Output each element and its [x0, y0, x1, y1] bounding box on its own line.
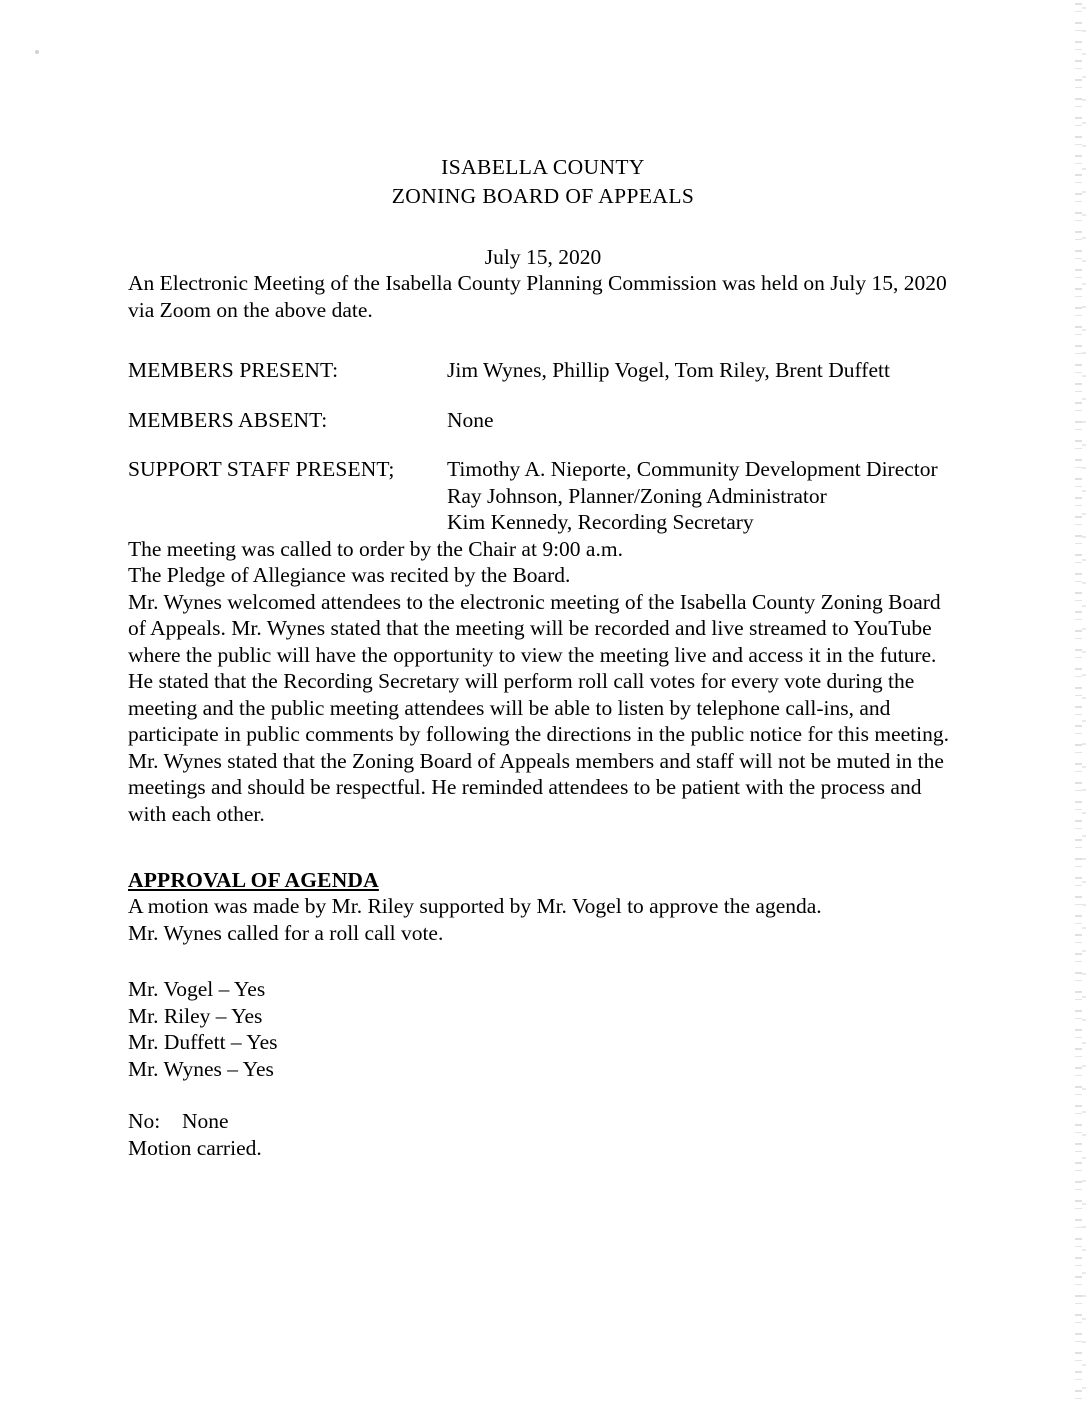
no-votes-value: None: [182, 1109, 229, 1133]
support-staff-list: [447, 456, 938, 536]
attendance-roster: [128, 357, 958, 536]
vote-line: Mr. Duffett – Yes: [128, 1030, 278, 1054]
scan-edge-artifact: [1075, 0, 1082, 1408]
document-title-line-1: ISABELLA COUNTY: [441, 155, 645, 179]
roll-call-prompt-paragraph: Mr. Wynes called for a roll call vote.: [128, 920, 444, 945]
roster-row-members-present: [128, 357, 958, 384]
agenda-motion-paragraph: A motion was made by Mr. Riley supported by Mr. Vogel to approve the agenda.: [128, 894, 822, 918]
approval-of-agenda-section: [128, 867, 958, 893]
scan-speck-artifact: [35, 50, 39, 54]
members-present-value: Jim Wynes, Phillip Vogel, Tom Riley, Brent Duffett: [447, 358, 890, 382]
roll-call-vote-list: [128, 976, 958, 1082]
scan-edge-artifact-secondary: [1082, 0, 1086, 1408]
members-absent-value: None: [447, 407, 494, 432]
members-absent-label: MEMBERS ABSENT:: [128, 407, 328, 432]
support-staff-member: Timothy A. Nieporte, Community Development Director: [447, 457, 938, 481]
document-date: July 15, 2020: [484, 245, 602, 269]
welcome-paragraph: Mr. Wynes welcomed attendees to the electronic meeting of the Isabella County Zoning Board of Appeals. Mr. Wynes stated that the meeting will be recorded and live streamed to YouTube where the public will have the opportunity to view the meeting live and access it in the future. He stated that the Recording Secretary will perform roll call votes for every vote during the meeting and the public meeting attendees will be able to listen by telephone call-ins, and participate in public comments by following the directions in the public notice for this meeting. Mr. Wynes stated that the Zoning Board of Appeals members and staff will not be muted in the meetings and should be respectful. He reminded attendees to be patient with the process and with each other.: [128, 589, 949, 826]
no-votes-row: [128, 1108, 958, 1135]
approval-of-agenda-heading: APPROVAL OF AGENDA: [128, 868, 379, 892]
support-staff-member: Ray Johnson, Planner/Zoning Administrator: [447, 483, 827, 508]
intro-paragraph: An Electronic Meeting of the Isabella County Planning Commission was held on July 15, 2020 via Zoom on the above date.: [128, 271, 947, 322]
no-votes-label: No:: [128, 1109, 161, 1133]
roster-row-support-staff: [128, 456, 958, 536]
motion-result-paragraph: Motion carried.: [128, 1135, 262, 1160]
roster-row-members-absent: [128, 407, 958, 434]
support-staff-label: SUPPORT STAFF PRESENT;: [128, 457, 395, 481]
pledge-paragraph: The Pledge of Allegiance was recited by the Board.: [128, 563, 571, 587]
call-to-order-paragraph: The meeting was called to order by the Chair at 9:00 a.m.: [128, 536, 623, 561]
vote-line: Mr. Riley – Yes: [128, 1003, 263, 1028]
members-present-label: MEMBERS PRESENT:: [128, 358, 339, 382]
vote-line: Mr. Vogel – Yes: [128, 977, 266, 1001]
document-content: [128, 0, 958, 1161]
vote-line: Mr. Wynes – Yes: [128, 1056, 274, 1081]
support-staff-member: Kim Kennedy, Recording Secretary: [447, 510, 754, 534]
document-title-line-2: ZONING BOARD OF APPEALS: [391, 184, 695, 208]
